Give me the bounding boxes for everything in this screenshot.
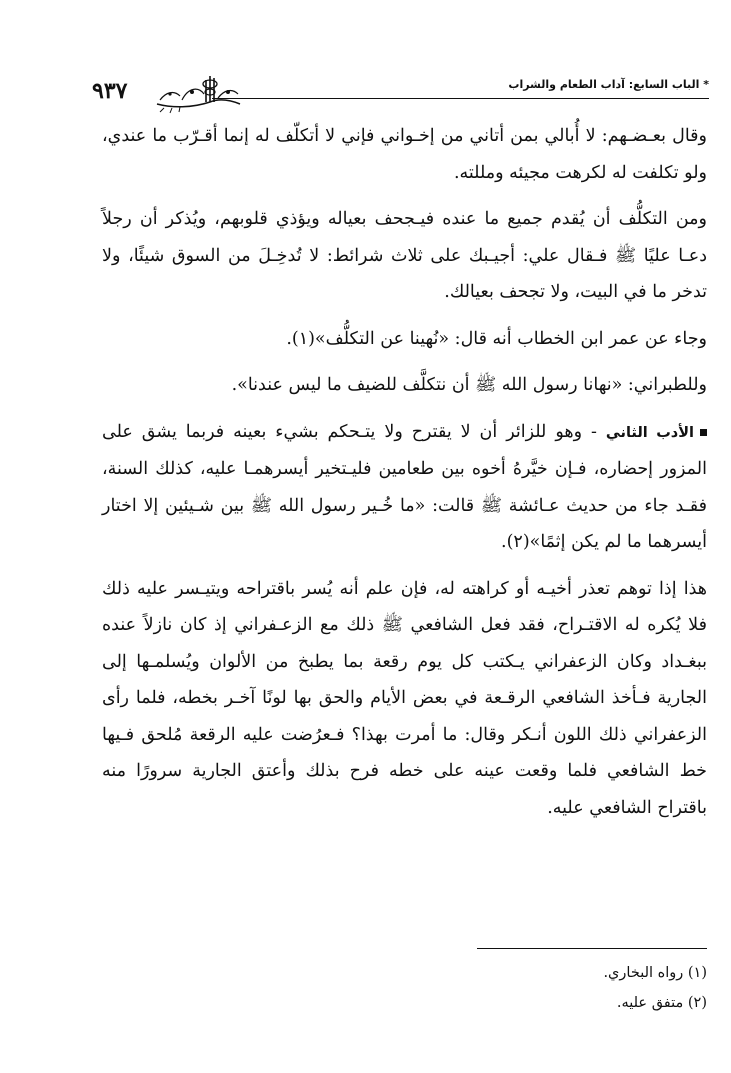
running-header <box>92 68 709 114</box>
paragraph-body: - وهو للزائر أن لا يقترح ولا يتـحكم بشيء بعينه فربما يشق على المزور إحضاره، فـإن خيَّرهُ أخوه بين طعامين فليـتخير أيسرهمـا عليه، كذلك السنة، فقـد جاء من حديث عـائشة ﷺ قالت: «ما خُـير رسول الله ﷺ بين شـيئين إلا اختار أيسرهما ما لم يكن إثمًا»(٢). <box>102 421 707 552</box>
footnote-divider <box>477 948 707 949</box>
paragraph: وللطبراني: «نهانا رسول الله ﷺ أن نتكلَّف للضيف ما ليس عندنا». <box>231 375 707 395</box>
page-number: ٩٣٧ <box>92 78 128 104</box>
section-label: الأدب الثاني <box>605 424 694 441</box>
main-text <box>102 118 707 836</box>
paragraph: وقال بعـضـهم: لا أُبالي بمن أتاني من إخـواني فإني لا أتكلّف له إنما أقـرّب ما عندي، ولو تكلفت له لكرهت مجيئه ومللته. <box>102 126 707 183</box>
paragraph-adab-two <box>102 414 707 561</box>
footnote: (٢) متفق عليه. <box>616 995 707 1011</box>
floral-ornament-icon <box>152 70 242 114</box>
chapter-title: * الباب السابع: آداب الطعام والشراب <box>508 78 709 91</box>
footnote: (١) رواه البخاري. <box>603 965 707 981</box>
paragraph: ومن التكلُّف أن يُقدم جميع ما عنده فيـجحف بعياله ويؤذي قلوبهم، ويُذكر أن رجلاً دعـا عليًا ﷺ فـقال علي: أجيـبك على ثلاث شرائط: لا تُدخِـلَ من السوق شيئًا، ولا تدخر ما في البيت، ولا تجحف بعيالك. <box>102 209 707 302</box>
footnotes <box>307 958 707 1018</box>
paragraph: وجاء عن عمر ابن الخطاب أنه قال: «نُهينا عن التكلُّف»(١). <box>286 328 707 349</box>
paragraph: هذا إذا توهم تعذر أخيـه أو كراهته له، فإن علم أنه يُسر باقتراحه ويتيـسر عليه ذلك فلا يُكره له الاقتـراح، فقد فعل الشافعي ﷺ ذلك مع الزعـفراني إذ كان نازلاً عنده ببغـداد وكان الزعفراني يـكتب كل يوم رقعة بما يطبخ من الألوان ويُسلمـها إلى الجارية فـأخذ الشافعي الرقـعة في بعض الأيام والحق بها لونًا آخـر بخطه، فلما رأى الزعفراني ذلك اللون أنـكر وقال: ما أمرت بهذا؟ فـعرُضت عليه الرقعة مُلحق فـيها خط الشافعي فلما وقعت عينه على خطه فرح بذلك وأعتق الجارية سرورًا منه باقتراح الشافعي عليه. <box>102 578 707 818</box>
header-rule <box>212 98 709 99</box>
square-bullet-icon <box>700 429 707 436</box>
